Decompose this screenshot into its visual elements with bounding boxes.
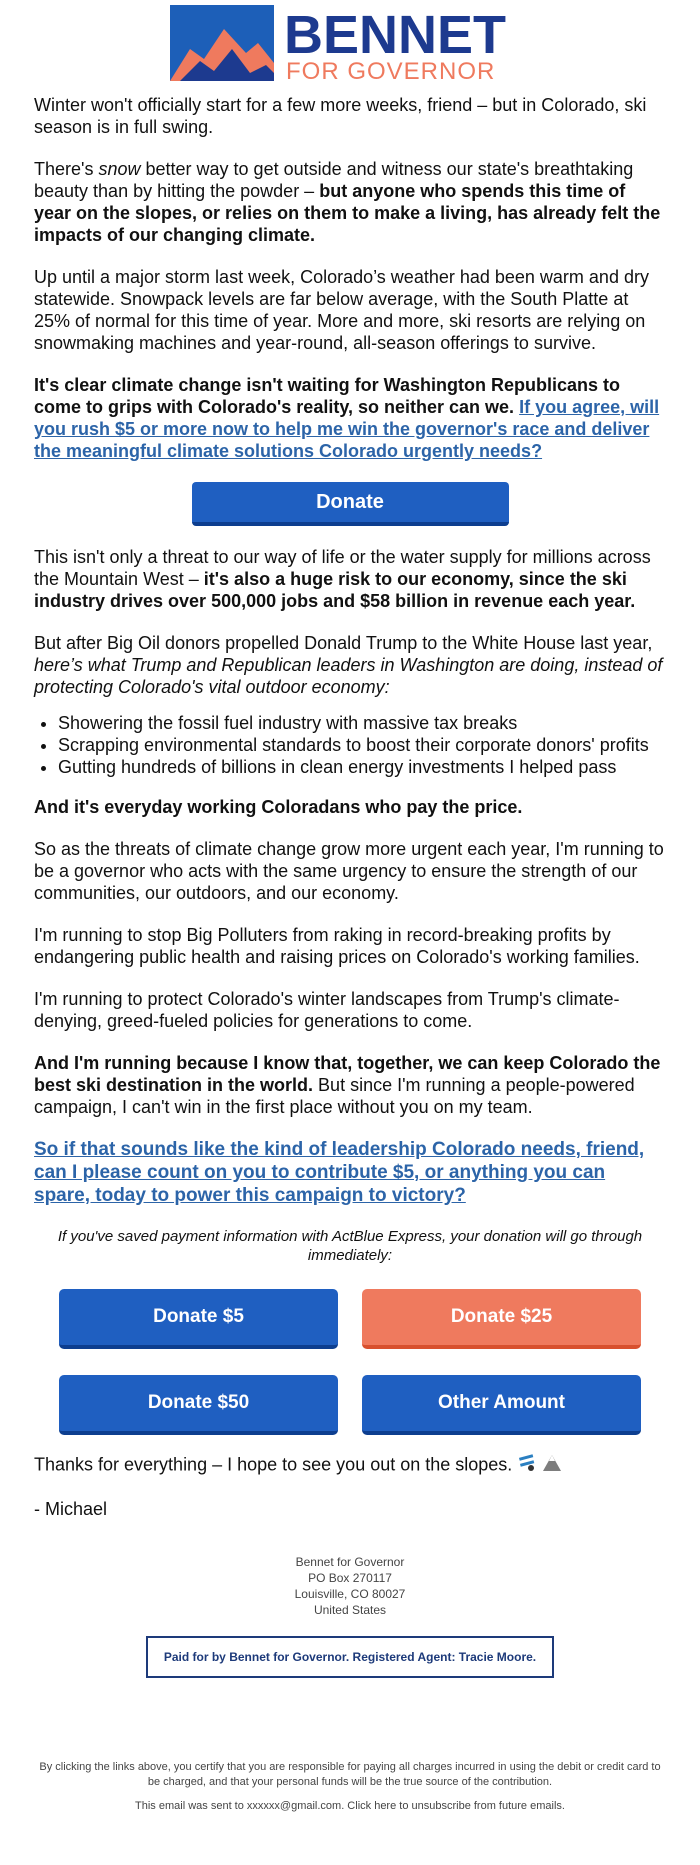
paragraph-intro: Winter won't officially start for a few more weeks, friend – but in Colorado, ski season is in full swing. (34, 95, 647, 137)
signoff: - Michael (34, 1499, 108, 1519)
paragraph-landscapes: I'm running to protect Colorado's winter landscapes from Trump's climate-denying, greed-fueled policies for generations to come. (34, 989, 620, 1031)
donate-25-button[interactable]: Donate $25 (362, 1289, 641, 1349)
donate-button-grid (34, 1289, 666, 1435)
paragraph-polluters: I'm running to stop Big Polluters from raking in record-breaking profits by endangering public health and raising prices on Colorado's working families. (34, 925, 640, 967)
other-amount-button[interactable]: Other Amount (362, 1375, 641, 1435)
bullet-list (34, 712, 666, 778)
list-item: • Gutting hundreds of billions in clean energy investments I helped pass (58, 756, 666, 778)
email-body (34, 0, 666, 1812)
paragraph-price: And it's everyday working Coloradans who pay the price. (34, 797, 523, 817)
paid-for-disclaimer: Paid for by Bennet for Governor. Registered Agent: Tracie Moore. (146, 1636, 554, 1678)
footer-address: Bennet for Governor PO Box 270117 Louisville, CO 80027 United States (294, 1555, 406, 1617)
paragraph-trump: But after Big Oil donors propelled Donald Trump to the White House last year, here’s what Trump and Republican leaders in Washington are doing, instead of protecting Colorado's vital outdoor economy: (34, 633, 663, 697)
actblue-express-note: If you've saved payment information with ActBlue Express, your donation will go through immediately: (57, 1228, 643, 1264)
paragraph-ski-destination: And I'm running because I know that, together, we can keep Colorado the best ski destination in the world. But since I'm running a people-powered campaign, I can't win in the first place without you on my team. (34, 1053, 661, 1117)
paragraph-urgency: So as the threats of climate change grow more urgent each year, I'm running to be a governor who acts with the same urgency to ensure the strength of our communities, our outdoors, and our economy. (34, 839, 664, 903)
campaign-logo (34, 0, 666, 88)
list-item: • Scrapping environmental standards to boost their corporate donors' profits (58, 734, 666, 756)
paragraph-weather: Up until a major storm last week, Colorado’s weather had been warm and dry statewide. Snowpack levels are far below average, with the South Platte at 25% of normal for this time of year. More and more, ski resorts are relying on snowmaking machines and year-round, all-season offerings to survive. (34, 267, 649, 353)
donate-button[interactable]: Donate (192, 482, 509, 526)
paragraph-thanks: Thanks for everything – I hope to see you out on the slopes. (34, 1453, 666, 1478)
donate-50-button[interactable]: Donate $50 (59, 1375, 338, 1435)
paragraph-ask: It's clear climate change isn't waiting for Washington Republicans to come to grips with Colorado's reality, so neither can we. If you agree, will you rush $5 or more now to help me win the governor's race and deliver the meaningful climate solutions Colorado urgently needs? (34, 375, 660, 461)
donate-5-button[interactable]: Donate $5 (59, 1289, 338, 1349)
paragraph-snow: There's snow better way to get outside and witness our state's breathtaking beauty than by hitting the powder – but anyone who spends this time of year on the slopes, or relies on them to make a living, has already felt the impacts of our changing climate. (34, 159, 661, 245)
legal-disclaimer: By clicking the links above, you certify that you are responsible for paying all charges incurred in using the debit or credit card to be charged, and that your personal funds will be the true source of the contribution. (39, 1761, 661, 1788)
list-item: • Showering the fossil fuel industry with massive tax breaks (58, 712, 666, 734)
logo-subtitle: FOR GOVERNOR (286, 58, 496, 85)
logo-name: BENNET (284, 5, 507, 65)
mountain-icon (542, 1453, 562, 1478)
unsubscribe-line[interactable]: This email was sent to xxxxxx@gmail.com. Click here to unsubscribe from future emails. (135, 1800, 565, 1812)
mountain-logo-icon (170, 1, 530, 87)
donate-ask-link[interactable]: If you agree, will you rush $5 or more now to help me win the governor's race and deliver the meaningful climate solutions Colorado urgently needs? (34, 397, 660, 461)
contribute-link[interactable]: So if that sounds like the kind of leadership Colorado needs, friend, can I please count on you to contribute $5, or anything you can spare, today to power this campaign to victory? (34, 1139, 645, 1206)
skier-icon (517, 1453, 537, 1478)
paragraph-contribute (34, 1138, 666, 1207)
paragraph-economy: This isn't only a threat to our way of life or the water supply for millions across the Mountain West – it's also a huge risk to our economy, since the ski industry drives over 500,000 jobs and $58 billion in revenue each year. (34, 547, 651, 611)
